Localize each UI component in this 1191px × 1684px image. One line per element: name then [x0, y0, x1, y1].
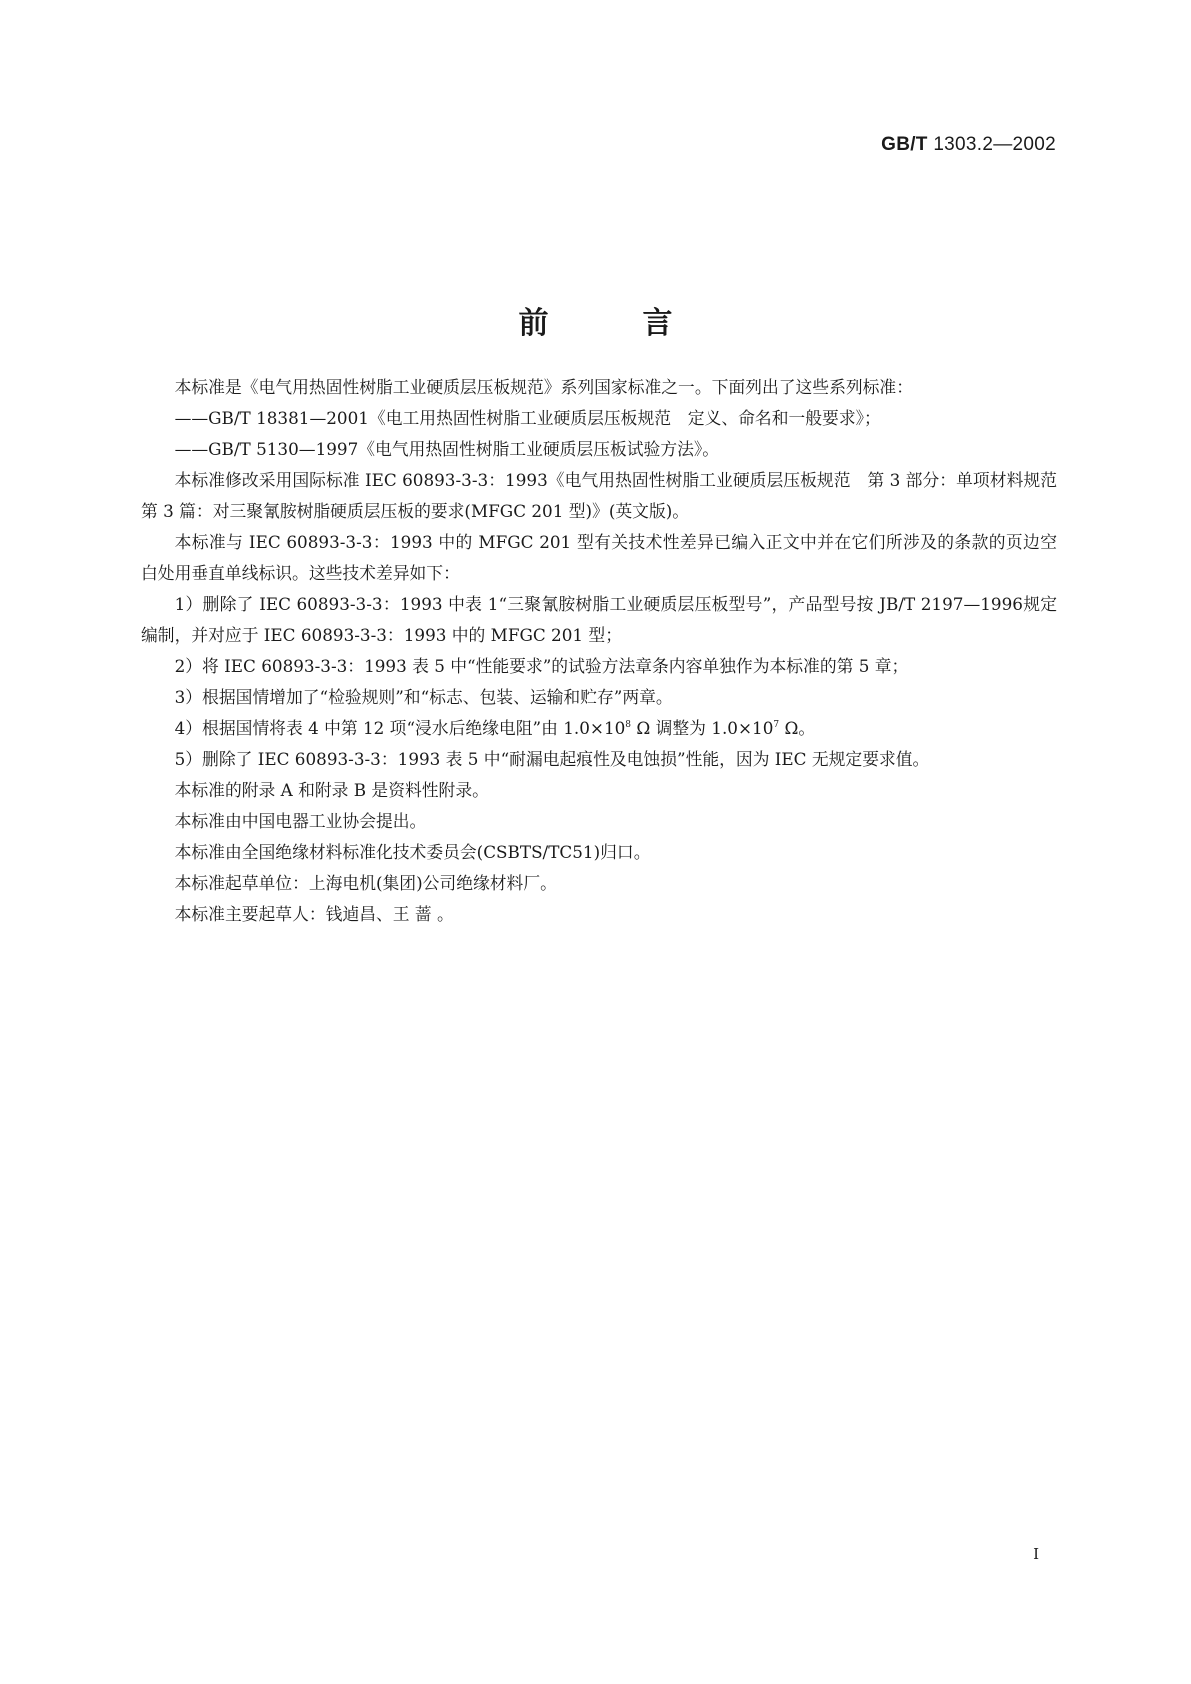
paragraph-centralized-by: 本标准由全国绝缘材料标准化技术委员会(CSBTS/TC51)归口。	[174, 842, 651, 862]
paragraph-proposed-by: 本标准由中国电器工业协会提出。	[174, 811, 427, 831]
paragraph-difference-2: 2）将 IEC 60893-3-3：1993 表 5 中“性能要求”的试验方法章条内容单独作为本标准的第 5 章；	[174, 656, 909, 676]
paragraph-differences: 本标准与 IEC 60893-3-3：1993 中的 MFGC 201 型有关技术性差异已编入正文中并在它们所涉及的条款的页边空白处用垂直单线标识。这些技术差异如下：	[141, 532, 1057, 583]
diff4-text-a: 4）根据国情将表 4 中第 12 项“浸水后绝缘电阻”由 1.0×10	[174, 718, 626, 738]
paragraph-difference-5: 5）删除了 IEC 60893-3-3：1993 表 5 中“耐漏电起痕性及电蚀损”性能，因为 IEC 无规定要求值。	[174, 749, 930, 769]
paragraph-difference-4	[141, 713, 1057, 744]
diff4-exponent-2: 7	[773, 720, 780, 730]
paragraph-series-item-1: ——GB/T 18381—2001《电工用热固性树脂工业硬质层压板规范 定义、命名和一般要求》；	[174, 408, 881, 428]
page-number: I	[1033, 1545, 1039, 1563]
diff4-exponent-1: 8	[625, 720, 632, 730]
title-char-2: 言	[642, 306, 673, 341]
paragraph-series-item-2: ——GB/T 5130—1997《电气用热固性树脂工业硬质层压板试验方法》。	[174, 439, 720, 459]
paragraph-intro: 本标准是《电气用热固性树脂工业硬质层压板规范》系列国家标准之一。下面列出了这些系列标准：	[174, 377, 913, 397]
paragraph-annexes: 本标准的附录 A 和附录 B 是资料性附录。	[174, 780, 489, 800]
standard-code-prefix: GB/T	[881, 134, 928, 155]
diff4-text-c: Ω。	[779, 718, 816, 738]
standard-code	[881, 134, 1056, 156]
standard-code-number: 1303.2—2002	[933, 134, 1056, 155]
paragraph-adoption: 本标准修改采用国际标准 IEC 60893-3-3：1993《电气用热固性树脂工业硬质层压板规范 第 3 部分：单项材料规范 第 3 篇：对三聚氰胺树脂硬质层压板的要求(MFGC 201 型)》(英文版)。	[141, 470, 1057, 521]
paragraph-drafting-unit: 本标准起草单位：上海电机(集团)公司绝缘材料厂。	[174, 873, 557, 893]
paragraph-difference-3: 3）根据国情增加了“检验规则”和“标志、包装、运输和贮存”两章。	[174, 687, 673, 707]
title-char-1: 前	[518, 306, 549, 341]
foreword-body	[141, 372, 1057, 930]
diff4-text-b: Ω 调整为 1.0×10	[631, 718, 774, 738]
paragraph-drafters: 本标准主要起草人：钱逌昌、王 蔷 。	[174, 904, 454, 924]
page-title	[0, 306, 1191, 342]
paragraph-difference-1: 1）删除了 IEC 60893-3-3：1993 中表 1“三聚氰胺树脂工业硬质层压板型号”，产品型号按 JB/T 2197—1996规定编制，并对应于 IEC 60893-3-3：1993 中的 MFGC 201 型；	[141, 594, 1057, 645]
